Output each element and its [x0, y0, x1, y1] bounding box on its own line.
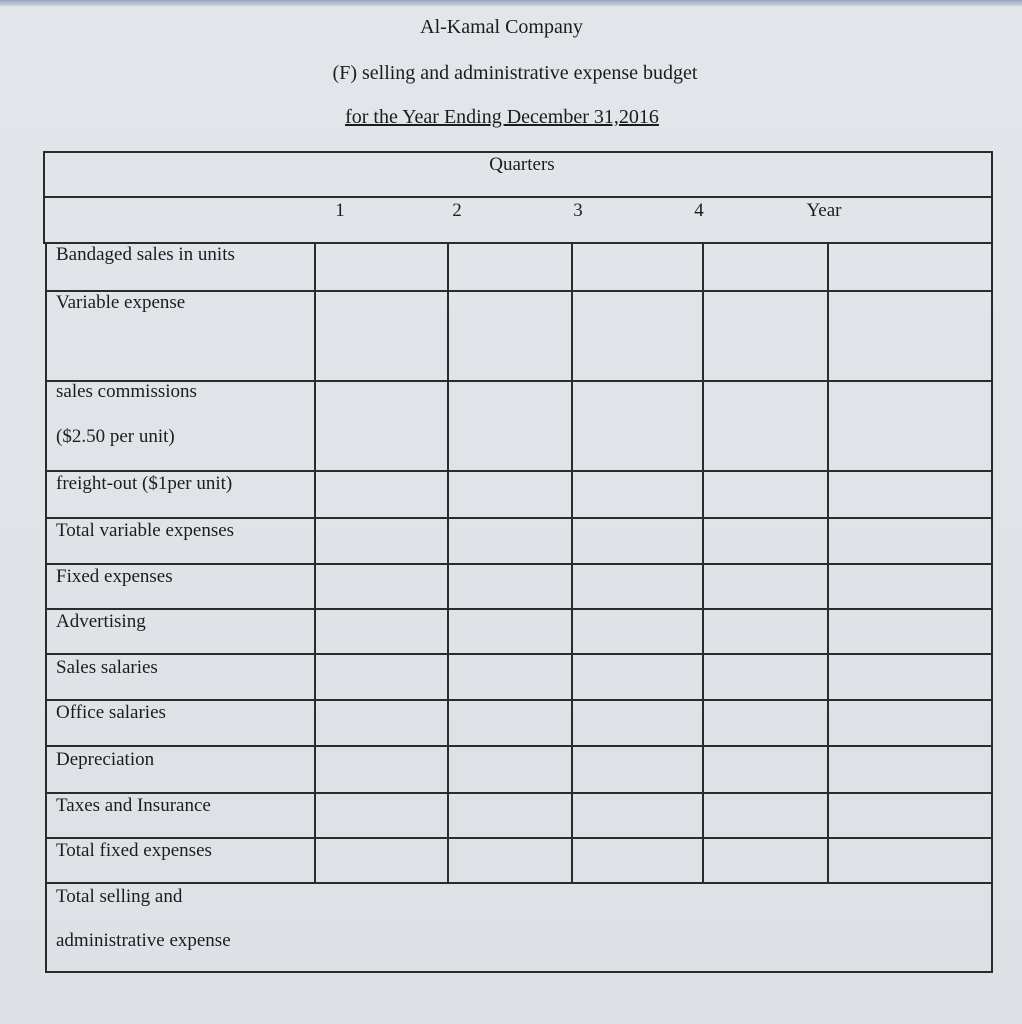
column-divider	[827, 244, 829, 883]
table-border-left	[43, 151, 45, 242]
budget-table	[43, 151, 992, 972]
table-border-top	[43, 151, 992, 153]
column-header-q2: 2	[452, 200, 462, 221]
table-divider	[45, 563, 992, 565]
row-label-fixed-expenses: Fixed expenses	[56, 566, 173, 587]
row-label-budgeted-sales: Bandaged sales in units	[56, 244, 235, 265]
table-divider	[45, 699, 992, 701]
table-divider	[45, 745, 992, 747]
column-header-q1: 1	[335, 200, 345, 221]
company-name: Al-Kamal Company	[420, 16, 583, 38]
row-label-freight-out: freight-out ($1per unit)	[56, 473, 233, 494]
column-divider	[702, 244, 704, 883]
table-border-bottom	[46, 971, 992, 973]
budget-title: (F) selling and administrative expense budget	[332, 62, 698, 84]
screen-top-edge	[0, 0, 1022, 6]
table-divider	[45, 792, 992, 794]
row-label-sales-commissions-rate: ($2.50 per unit)	[56, 426, 175, 447]
column-header-year: Year	[806, 200, 842, 221]
budget-period	[0, 106, 1004, 129]
budget-period-text: for the Year Ending December 31,2016	[345, 106, 659, 128]
row-label-sales-commissions: sales commissions	[56, 381, 197, 402]
table-border-left	[45, 242, 47, 973]
row-label-total-selling-admin-line2: administrative expense	[56, 930, 231, 951]
row-label-taxes-insurance: Taxes and Insurance	[56, 795, 211, 816]
column-header-q3: 3	[573, 200, 583, 221]
column-divider	[571, 244, 573, 883]
row-label-office-salaries: Office salaries	[56, 702, 166, 723]
table-divider	[45, 290, 992, 292]
table-divider	[45, 882, 992, 884]
column-header-q4: 4	[694, 200, 704, 221]
row-label-variable-expense: Variable expense	[56, 292, 186, 313]
column-divider	[447, 244, 449, 883]
row-label-total-variable: Total variable expenses	[56, 520, 235, 541]
table-divider	[45, 517, 992, 519]
table-divider	[43, 196, 992, 198]
table-border-right	[991, 151, 993, 973]
row-label-sales-salaries: Sales salaries	[56, 657, 158, 678]
column-divider	[314, 244, 316, 883]
row-label-advertising: Advertising	[56, 611, 146, 632]
table-divider	[45, 653, 992, 655]
row-label-total-fixed: Total fixed expenses	[56, 840, 212, 861]
table-divider	[45, 470, 992, 472]
row-label-depreciation: Depreciation	[56, 749, 155, 770]
row-label-total-selling-admin: Total selling and	[56, 886, 183, 907]
table-divider	[45, 837, 992, 839]
table-divider	[45, 608, 992, 610]
quarters-header: Quarters	[489, 154, 555, 175]
